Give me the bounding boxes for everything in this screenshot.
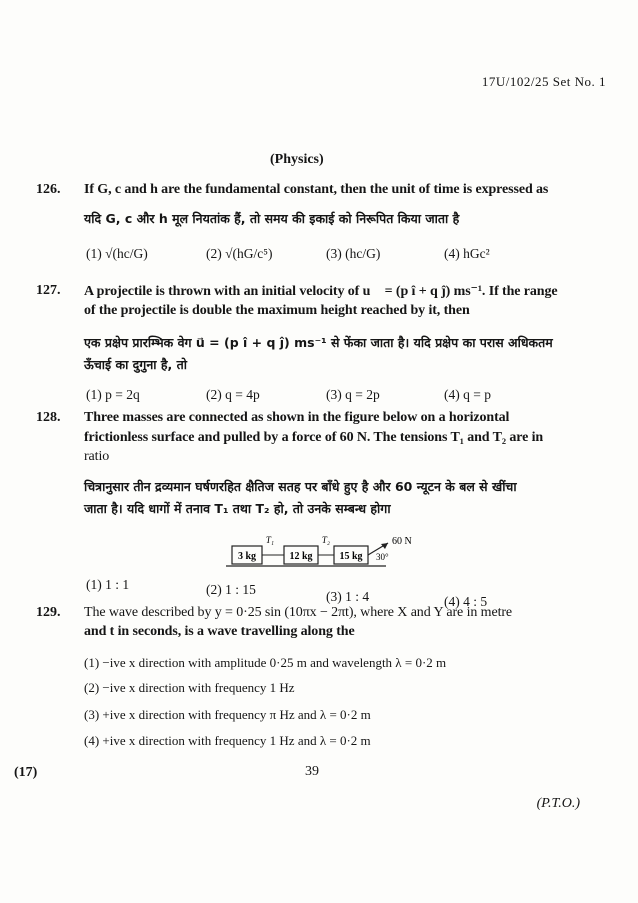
- mass-label-2: 12 kg: [289, 551, 313, 562]
- question-129-option-2[interactable]: (2) −ive x direction with frequency 1 Hz: [84, 680, 295, 695]
- question-126-option-3[interactable]: (3) (hc/G): [326, 246, 381, 261]
- question-128-text-line-3: ratio: [84, 449, 110, 464]
- force-label: 60 N: [392, 536, 412, 547]
- question-128-option-2[interactable]: (2) 1 : 15: [206, 582, 256, 597]
- question-126-number: 126.: [36, 182, 61, 197]
- question-128-text-line-1: Three masses are connected as shown in the figure below on a horizontal: [84, 410, 510, 425]
- question-126-option-1[interactable]: (1) √(hc/G): [86, 246, 148, 261]
- footer-code: (17): [14, 765, 38, 780]
- page-number: 39: [305, 764, 319, 779]
- angle-label: 30°: [376, 552, 389, 562]
- section-title: (Physics): [270, 152, 324, 167]
- question-128-number: 128.: [36, 410, 61, 425]
- question-126-text: If G, c and h are the fundamental constant, then the unit of time is expressed as: [84, 182, 549, 197]
- question-129-text-line-2: and t in seconds, is a wave travelling along the: [84, 624, 355, 639]
- question-127-hindi-line-2: ऊँचाई का दुगुना है, तो: [84, 357, 187, 372]
- question-128-option-1[interactable]: (1) 1 : 1: [86, 577, 130, 592]
- question-127-option-4[interactable]: (4) q = p: [444, 387, 491, 402]
- pto-label: (P.T.O.): [536, 796, 580, 811]
- masses-diagram: [226, 534, 416, 574]
- question-128-text-line-2: frictionless surface and pulled by a force of 60 N. The tensions T₁ and T₂ are in: [84, 430, 544, 445]
- question-127-option-3[interactable]: (3) q = 2p: [326, 387, 380, 402]
- question-129-text-line-1: The wave described by y = 0·25 sin (10πx − 2πt), where X and Y are in metre: [84, 605, 513, 620]
- question-128-hindi-line-2: जाता है। यदि धागों में तनाव T₁ तथा T₂ हो, तो उनके सम्बन्ध होगा: [84, 501, 391, 516]
- question-129-option-4[interactable]: (4) +ive x direction with frequency 1 Hz and λ = 0·2 m: [84, 733, 371, 748]
- question-127-hindi-line-1: एक प्रक्षेप प्रारम्भिक वेग u⃗ = (p î + q ĵ) ms⁻¹ से फेंका जाता है। यदि प्रक्षेप का परास अधिकतम: [84, 335, 553, 350]
- question-129-option-1[interactable]: (1) −ive x direction with amplitude 0·25 m and wavelength λ = 0·2 m: [84, 655, 447, 670]
- question-127-text-line-2: of the projectile is double the maximum height reached by it, then: [84, 303, 470, 318]
- question-129-option-3[interactable]: (3) +ive x direction with frequency π Hz and λ = 0·2 m: [84, 707, 371, 722]
- tension-label-2: T₂: [321, 535, 331, 545]
- set-number: 17U/102/25 Set No. 1: [481, 74, 606, 89]
- question-127-number: 127.: [36, 283, 61, 298]
- question-126-hindi: यदि G, c और h मूल नियतांक हैं, तो समय की इकाई को निरूपित किया जाता है: [84, 211, 460, 226]
- mass-label-1: 3 kg: [237, 551, 257, 562]
- question-128-hindi-line-1: चित्रानुसार तीन द्रव्यमान घर्षणरहित क्षैतिज सतह पर बाँधे हुए है और 60 न्यूटन के बल से खींचा: [84, 479, 517, 494]
- question-127-option-2[interactable]: (2) q = 4p: [206, 387, 260, 402]
- question-129-number: 129.: [36, 605, 61, 620]
- question-126-option-4[interactable]: (4) hGc²: [444, 246, 490, 261]
- question-126-option-2[interactable]: (2) √(hG/c⁵): [206, 246, 273, 261]
- question-127-option-1[interactable]: (1) p = 2q: [86, 387, 140, 402]
- question-128-option-4[interactable]: (4) 4 : 5: [444, 594, 488, 609]
- mass-label-3: 15 kg: [339, 551, 363, 562]
- question-127-text-line-1: A projectile is thrown with an initial velocity of u⃗ = (p î + q ĵ) ms⁻¹. If the range: [84, 284, 558, 299]
- tension-label-1: T₁: [265, 535, 275, 545]
- question-128-option-3[interactable]: (3) 1 : 4: [326, 589, 370, 604]
